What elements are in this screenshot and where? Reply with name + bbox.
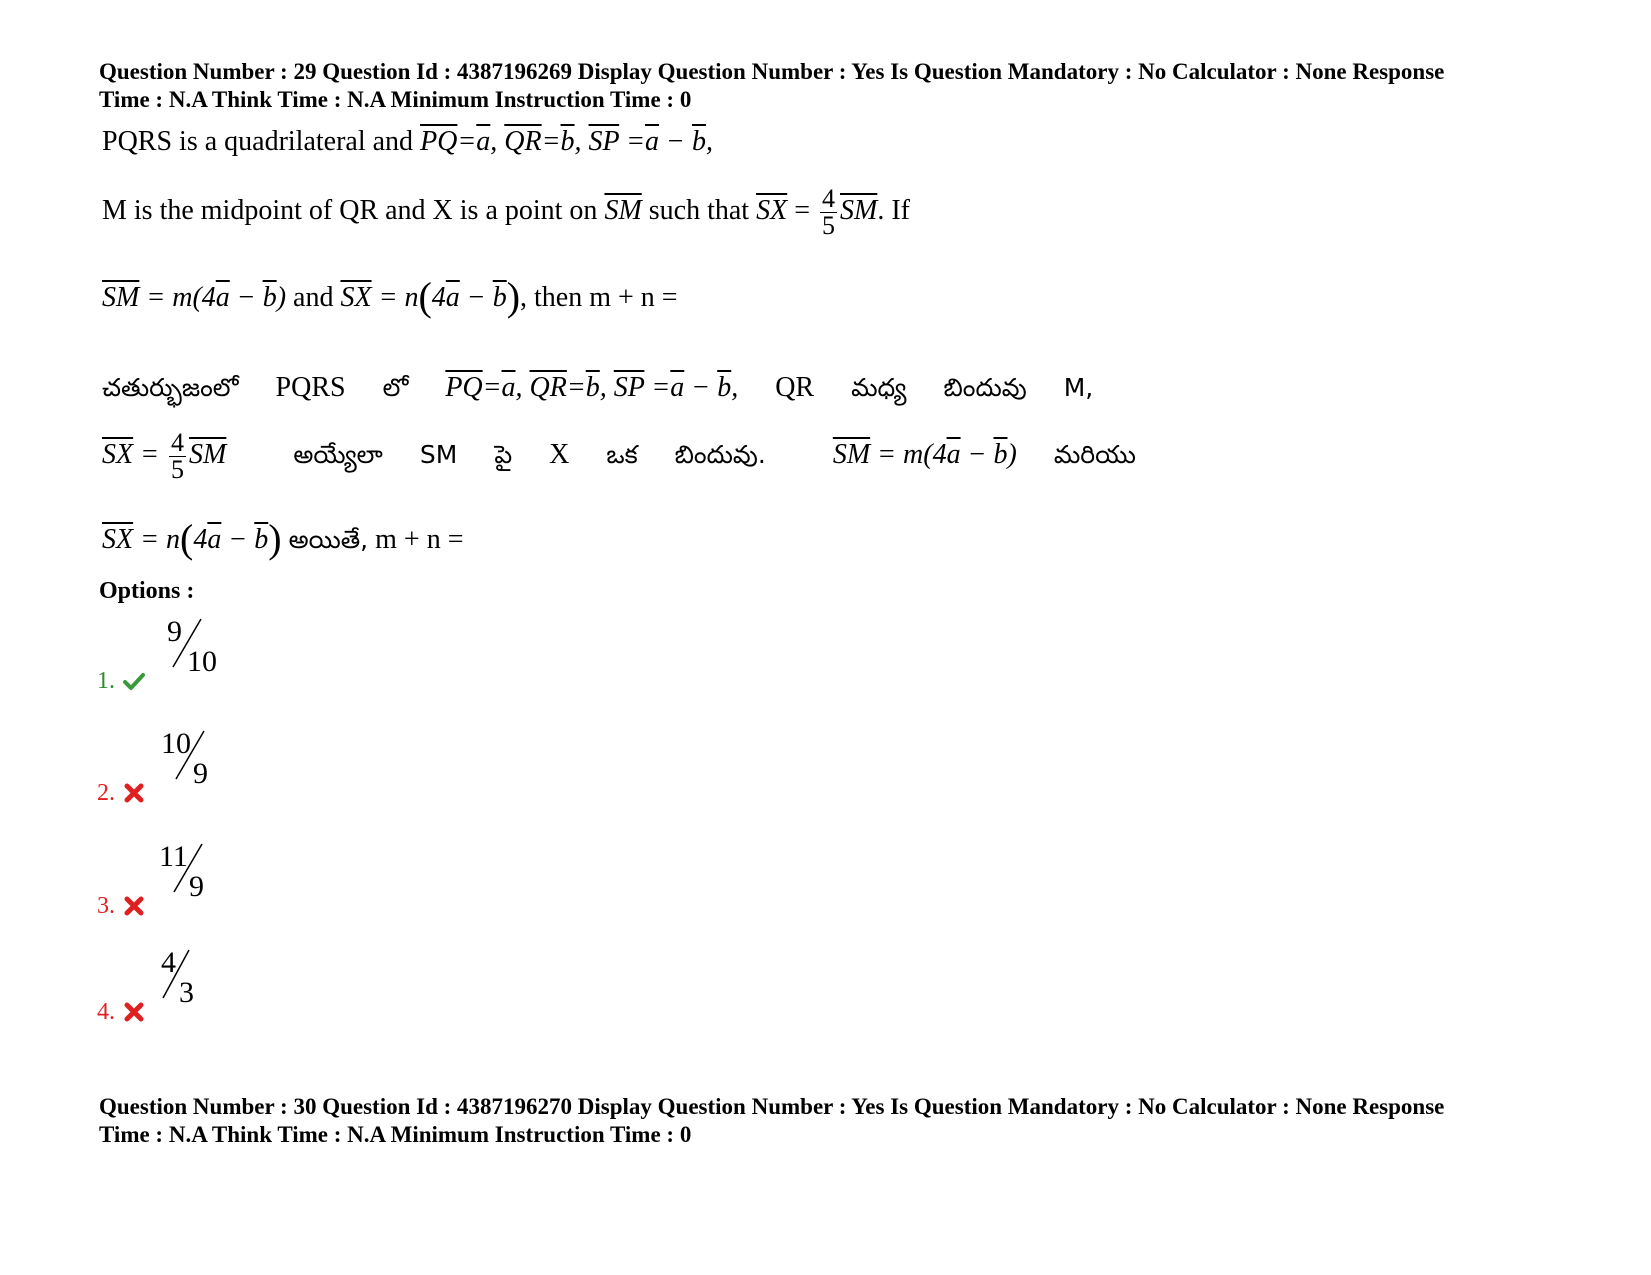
option-2-number: 2. <box>97 780 115 806</box>
stem-te-text-1a: చతుర్భుజంలో <box>102 373 239 402</box>
option-1[interactable] <box>97 615 397 695</box>
stem-en-text-2c: . If <box>877 194 910 226</box>
option-3-fraction <box>159 840 229 910</box>
option-3-number: 3. <box>97 893 115 919</box>
stem-en-line-3: $\overline{SM} = m(4\overline{a} - \overline{b})$ and $\overline{SX} = n(4\overline{a} - \overline{b})$, then m + n = <box>102 274 678 319</box>
option-3-numerator: 11 <box>159 840 188 873</box>
option-1-number: 1. <box>97 668 115 694</box>
stem-te-text-2a: అయ్యేలా <box>293 439 383 469</box>
stem-en-line-2: M is the midpoint of QR and X is a point on $\overline{SM}$ such that $\overline{SX}$ = $\frac{4}{5}$ $\overline{SM}$. If <box>102 184 910 240</box>
stem-te-text-2g: మరియు <box>1053 439 1136 469</box>
stem-en-text-3a: and <box>293 282 334 313</box>
option-4[interactable] <box>97 946 397 1026</box>
cross-icon <box>122 781 146 805</box>
stem-en-text-2b: such that <box>648 194 750 226</box>
question-29-header-line1: Question Number : 29 Question Id : 4387196269 Display Question Number : Yes Is Question Mandatory : No Calculator : None Response <box>99 59 1445 84</box>
option-1-fraction <box>159 615 229 685</box>
option-1-denominator: 10 <box>187 645 217 678</box>
check-icon <box>122 669 146 693</box>
option-4-denominator: 3 <box>179 976 194 1009</box>
question-29-header <box>99 58 1579 114</box>
option-4-number: 4. <box>97 999 115 1025</box>
stem-te-text-2f: బిందువు. <box>674 439 766 469</box>
option-2-numerator: 10 <box>161 727 191 760</box>
stem-te-text-1d: QR <box>775 372 815 403</box>
stem-te-line-1: చతుర్భుజంలో PQRS లో $\overline{PQ}=\overline{a}$, $\overline{QR}=\overline{b}$, $\overline{SP} =\overline{a} - \overline{b}$, QR మధ్య బిందువు M, <box>102 372 1094 403</box>
question-30-header-line1: Question Number : 30 Question Id : 4387196270 Display Question Number : Yes Is Question Mandatory : No Calculator : None Response <box>99 1094 1445 1119</box>
stem-en-text-2a: M is the midpoint of QR and X is a point on <box>102 194 598 226</box>
cross-icon <box>122 894 146 918</box>
question-29-header-line2: Time : N.A Think Time : N.A Minimum Instruction Time : 0 <box>99 87 692 112</box>
options-label: Options : <box>99 578 195 604</box>
stem-te-text-2d: X <box>549 438 570 470</box>
stem-te-text-1b: PQRS <box>275 372 346 403</box>
option-2[interactable] <box>97 727 397 807</box>
stem-te-text-2c: పై <box>494 439 513 469</box>
stem-te-text-2e: ఒక <box>606 439 638 469</box>
option-2-denominator: 9 <box>193 757 208 790</box>
stem-te-text-1e: మధ్య <box>851 373 907 402</box>
stem-te-line-2: $\overline{SX}$ = $\frac{4}{5}$ $\overline{SM}$ అయ్యేలా SM పై X ఒక బిందువు. $\overline{SM} = m(4\overline{a} - \overline{b})$ మరియు <box>102 428 1136 484</box>
option-2-fraction <box>159 727 229 797</box>
stem-te-text-3b: m + n = <box>375 524 464 555</box>
stem-en-line-1: PQRS is a quadrilateral and $\overline{PQ}=\overline{a}$, $\overline{QR}=\overline{b}$, $\overline{SP} =\overline{a} - \overline{b}$, <box>102 126 713 157</box>
option-4-fraction <box>159 946 229 1016</box>
option-1-numerator: 9 <box>167 615 182 648</box>
stem-te-text-1g: M, <box>1063 373 1094 402</box>
option-3-denominator: 9 <box>189 870 204 903</box>
stem-te-text-1f: బిందువు <box>943 373 1027 402</box>
stem-en-text-1: PQRS is a quadrilateral and <box>102 126 414 157</box>
option-3[interactable] <box>97 840 397 920</box>
stem-te-text-3a: అయితే, <box>288 525 369 554</box>
stem-te-text-1c: లో <box>382 373 409 402</box>
cross-icon <box>122 1000 146 1024</box>
option-4-numerator: 4 <box>161 946 176 979</box>
stem-te-text-2b: SM <box>419 439 458 469</box>
question-30-header <box>99 1093 1579 1149</box>
stem-en-text-3b: , then m + n = <box>520 282 678 313</box>
stem-te-line-3: $\overline{SX} = n(4\overline{a} - \overline{b})$ అయితే, m + n = <box>102 516 464 561</box>
question-30-header-line2: Time : N.A Think Time : N.A Minimum Instruction Time : 0 <box>99 1122 692 1147</box>
